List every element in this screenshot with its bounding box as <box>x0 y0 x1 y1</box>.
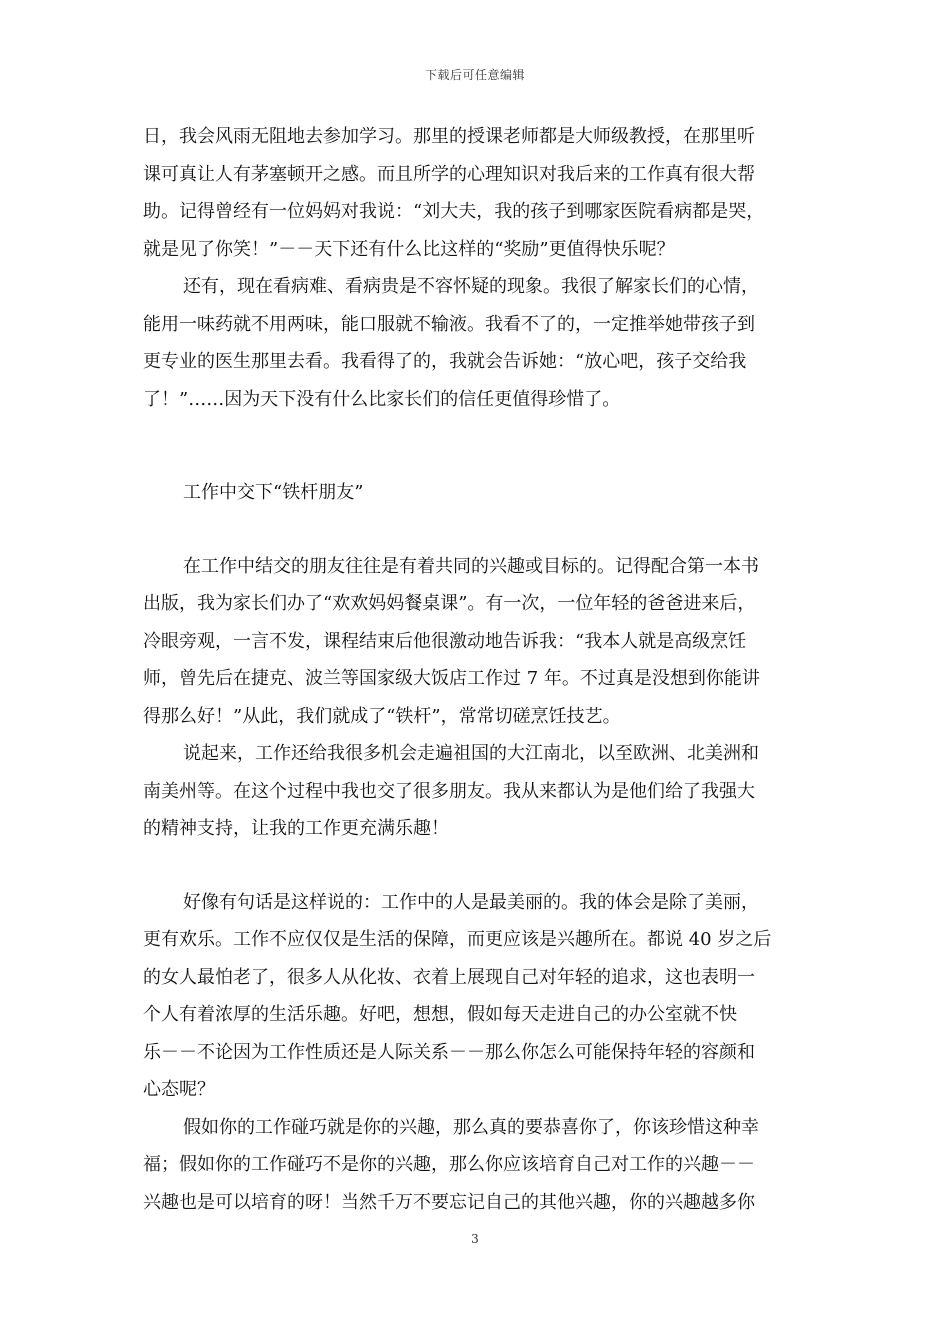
text-line: 课可真让人有茅塞顿开之感。而且所学的心理知识对我后来的工作真有很大帮 <box>143 163 755 185</box>
text-line: 兴趣也是可以培育的呀！当然千万不要忘记自己的其他兴趣，你的兴趣越多你 <box>143 1191 755 1213</box>
text-line: 了！”……因为天下没有什么比家长们的信任更值得珍惜了。 <box>143 388 621 410</box>
text-line: 助。记得曾经有一位妈妈对我说：“刘大夫，我的孩子到哪家医院看病都是哭， <box>143 201 765 222</box>
paragraph <box>143 884 808 1109</box>
section-heading <box>143 474 808 512</box>
paragraph <box>143 118 808 268</box>
text-line: 就是见了你笑！”－－天下还有什么比这样的“奖励”更值得快乐呢？ <box>143 238 675 260</box>
text-line: 得那么好！”从此，我们就成了“铁杆”，常常切磋烹饪技艺。 <box>143 705 621 727</box>
paragraph <box>143 1109 808 1222</box>
spacer <box>143 848 808 884</box>
page-number: 3 <box>471 1232 479 1246</box>
text-line: 乐－－不论因为工作性质还是人际关系－－那么你怎么可能保持年轻的容颜和 <box>143 1041 755 1063</box>
text-line: 福；假如你的工作碰巧不是你的兴趣，那么你应该培育自己对工作的兴趣－－ <box>143 1154 755 1175</box>
text-line: 更有欢乐。工作不应仅仅是生活的保障，而更应该是兴趣所在。都说 40 岁之后 <box>143 929 772 950</box>
paragraph <box>143 268 808 418</box>
text-line: 能用一味药就不用两味，能口服就不输液。我看不了的，一定推举她带孩子到 <box>143 313 755 335</box>
page-header: 下载后可任意编辑 <box>424 68 525 82</box>
spacer <box>143 512 808 548</box>
spacer <box>143 418 808 474</box>
paragraph <box>143 735 808 848</box>
text-line: 南美州等。在这个过程中我也交了很多朋友。我从来都认为是他们给了我强大 <box>143 780 755 802</box>
text-line: 假如你的工作碰巧就是你的兴趣，那么真的要恭喜你了，你该珍惜这种幸 <box>183 1116 759 1138</box>
text-line: 出版，我为家长们办了“欢欢妈妈餐桌课”。有一次，一位年轻的爸爸进来后， <box>143 593 756 614</box>
text-line: 师，曾先后在捷克、波兰等国家级大饭店工作过 7 年。不过真是没想到你能讲 <box>143 668 760 689</box>
text-line: 日，我会风雨无阻地去参加学习。那里的授课老师都是大师级教授，在那里听 <box>143 126 755 147</box>
text-line: 冷眼旁观，一言不发，课程结束后他很激动地告诉我：“我本人就是高级烹饪 <box>143 630 747 652</box>
text-line: 更专业的医生那里去看。我看得了的，我就会告诉她：“放心吧，孩子交给我 <box>143 351 747 372</box>
text-line: 的女人最怕老了，很多人从化妆、衣着上展现自己对年轻的追求，这也表明一 <box>143 966 755 988</box>
paragraph <box>143 548 808 736</box>
text-line: 的精神支持，让我的工作更充满乐趣！ <box>143 818 449 839</box>
text-line: 还有，现在看病难、看病贵是不容怀疑的现象。我很了解家长们的心情， <box>183 276 759 297</box>
text-line: 在工作中结交的朋友往往是有着共同的兴趣或目标的。记得配合第一本书 <box>183 555 759 577</box>
text-line: 好像有句话是这样说的：工作中的人是最美丽的。我的体会是除了美丽， <box>183 891 759 913</box>
text-line: 个人有着浓厚的生活乐趣。好吧，想想，假如每天走进自己的办公室就不快 <box>143 1004 737 1025</box>
document-body <box>143 118 808 1221</box>
text-line: 心态呢？ <box>143 1079 215 1100</box>
heading-text: 工作中交下“铁杆朋友” <box>183 482 364 503</box>
text-line: 说起来，工作还给我很多机会走遍祖国的大江南北，以至欧洲、北美洲和 <box>183 743 759 764</box>
